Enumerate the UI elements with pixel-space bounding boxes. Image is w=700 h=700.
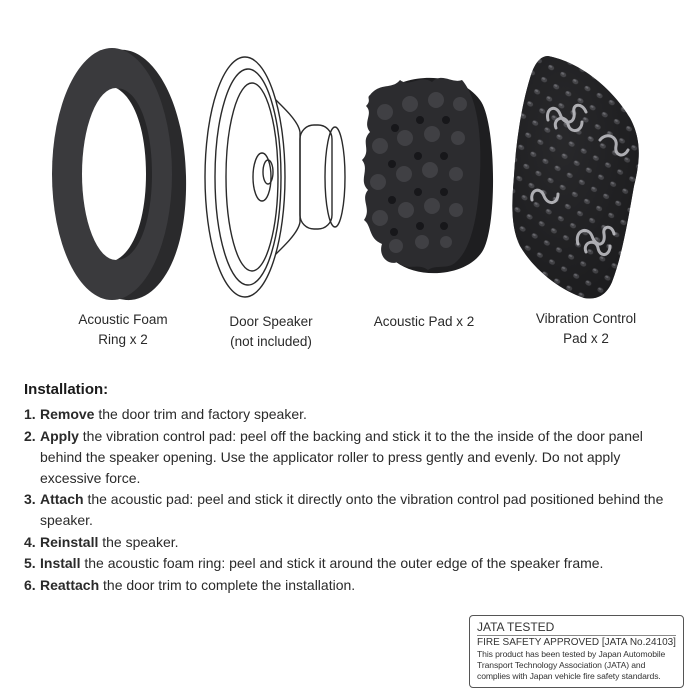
- acoustic-foam-ring-image: [52, 48, 186, 300]
- caption-line-2: Ring x 2: [98, 332, 148, 347]
- caption-vibration-control-pad: [521, 309, 651, 349]
- step-text: the acoustic pad: peel and stick it directly onto the vibration control pad positioned behind the speaker.: [40, 491, 664, 528]
- installation-steps: [24, 404, 674, 596]
- caption-line-1: Door Speaker: [229, 314, 313, 329]
- step-verb: Attach: [40, 491, 84, 507]
- step-verb: Remove: [40, 406, 95, 422]
- caption-acoustic-foam-ring: [58, 310, 188, 350]
- product-illustrations: [0, 0, 700, 310]
- caption-line-1: Acoustic Pad x 2: [373, 314, 475, 329]
- caption-line-2: (not included): [230, 334, 312, 349]
- step-number: 5.: [24, 555, 36, 571]
- installation-title: Installation:: [24, 381, 109, 398]
- installation-section: [24, 381, 674, 596]
- vibration-control-pad-image: [512, 56, 638, 298]
- step-text: the door trim and factory speaker.: [94, 406, 307, 422]
- jata-description: This product has been tested by Japan Automobile Transport Technology Association (JATA) and complies with Japan vehicle fire safety standards.: [477, 649, 666, 681]
- step-verb: Reinstall: [40, 533, 99, 550]
- caption-line-1: Acoustic Foam: [78, 312, 168, 327]
- caption-acoustic-pad: [359, 312, 489, 332]
- jata-certification-box: [469, 615, 684, 688]
- step-verb: Reattach: [40, 576, 100, 593]
- step-verb: Install: [40, 555, 81, 571]
- caption-door-speaker: [206, 312, 336, 352]
- step-4: [24, 532, 674, 553]
- step-text: the speaker.: [98, 533, 179, 550]
- step-2: [24, 426, 674, 489]
- jata-subtitle: FIRE SAFETY APPROVED [JATA No.24103]: [477, 637, 676, 648]
- step-5: [24, 553, 674, 574]
- door-speaker-image: [205, 57, 345, 297]
- step-1: [24, 404, 674, 425]
- caption-line-2: Pad x 2: [563, 331, 609, 346]
- step-number: 3.: [24, 491, 36, 507]
- jata-title: JATA TESTED: [477, 620, 555, 634]
- step-number: 2.: [24, 427, 36, 444]
- step-6: [24, 575, 674, 596]
- step-text: the vibration control pad: peel off the backing and stick it to the the inside of the door panel behind the speaker opening. Use the applicator roller to press gently and evenly. Do not apply excessive force.: [40, 427, 643, 486]
- step-text: the acoustic foam ring: peel and stick it around the outer edge of the speaker frame.: [80, 555, 604, 571]
- acoustic-pad-image: [362, 78, 493, 273]
- step-text: the door trim to complete the installation.: [99, 576, 356, 593]
- step-number: 6.: [24, 576, 36, 593]
- step-number: 4.: [24, 533, 36, 550]
- step-3: [24, 489, 674, 531]
- step-verb: Apply: [40, 427, 79, 444]
- step-number: 1.: [24, 406, 36, 422]
- caption-line-1: Vibration Control: [535, 311, 637, 326]
